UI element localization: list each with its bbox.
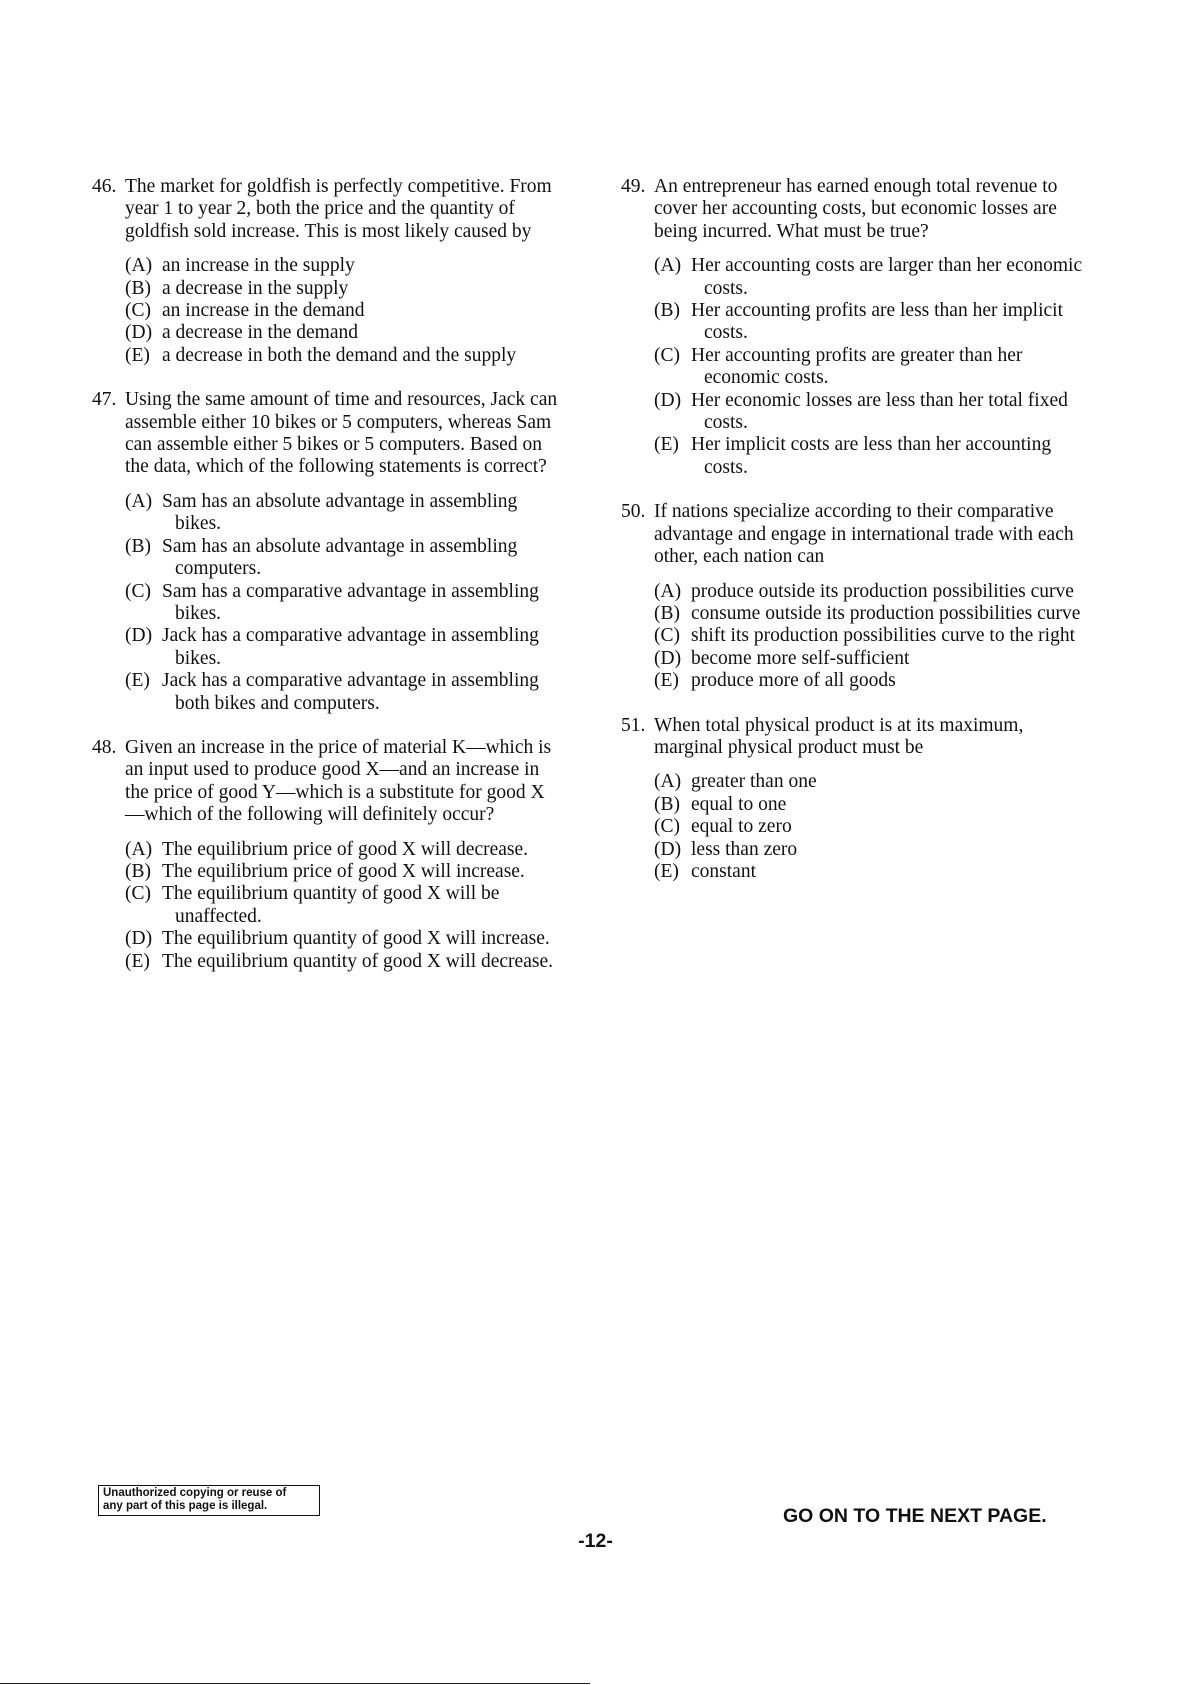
left-column [92, 176, 562, 995]
question-text: The market for goldfish is perfectly competitive. From year 1 to year 2, both the price and the quantity of goldfish sold increase. This is most likely caused by [125, 176, 552, 242]
question-46 [92, 176, 562, 367]
choice-text: Jack has a comparative advantage in assembling bikes. [162, 625, 539, 669]
choice-letter: (A) [654, 771, 682, 793]
question-number: 50. [621, 501, 646, 523]
choice-text: less than zero [691, 838, 798, 860]
choice-a [654, 255, 1091, 300]
choice-letter: (E) [654, 860, 679, 882]
choice-letter: (E) [125, 670, 150, 692]
choice-letter: (C) [654, 344, 680, 366]
choice-a [654, 581, 1091, 603]
choice-text: The equilibrium quantity of good X will be unaffected. [162, 883, 500, 927]
choice-letter: (C) [125, 883, 151, 905]
question-number: 49. [621, 176, 646, 197]
choice-d [125, 625, 562, 670]
choice-a [125, 491, 562, 536]
choice-text: shift its production possibilities curve to the right [691, 625, 1076, 647]
choice-text: become more self-sufficient [691, 647, 910, 669]
choice-text: Her economic losses are less than her total fixed costs. [691, 389, 1068, 434]
choice-text: Sam has an absolute advantage in assembling bikes. [162, 490, 518, 535]
choice-text: greater than one [691, 771, 817, 793]
choice-letter: (B) [125, 535, 151, 557]
choice-e [654, 434, 1091, 479]
page-number: -12- [578, 1530, 613, 1552]
answer-choices [654, 771, 1091, 883]
answer-choices [654, 255, 1091, 479]
choice-b [125, 861, 562, 883]
choice-letter: (D) [654, 389, 682, 411]
choice-letter: (D) [125, 322, 153, 344]
choice-text: Her accounting profits are less than her implicit costs. [691, 300, 1064, 344]
answer-choices [125, 839, 562, 973]
choice-d [654, 648, 1091, 670]
choice-letter: (B) [125, 277, 151, 299]
copyright-notice [98, 1485, 320, 1516]
choice-b [654, 603, 1091, 625]
question-stem [621, 176, 1091, 243]
question-text: An entrepreneur has earned enough total revenue to cover her accounting costs, but economic losses are being incurred. What must be true? [654, 176, 1058, 242]
choice-letter: (E) [654, 434, 679, 456]
choice-c [654, 816, 1091, 838]
choice-letter: (B) [654, 793, 680, 815]
choice-letter: (C) [654, 625, 680, 647]
question-48 [92, 737, 562, 973]
choice-letter: (A) [654, 255, 682, 277]
choice-e [654, 861, 1091, 883]
choice-e [654, 670, 1091, 692]
choice-a [654, 771, 1091, 793]
footer-divider [0, 1683, 590, 1684]
choice-letter: (B) [125, 860, 151, 882]
choice-c [125, 300, 562, 322]
answer-choices [654, 581, 1091, 693]
choice-letter: (A) [125, 838, 153, 860]
choice-text: Her accounting costs are larger than her economic costs. [691, 255, 1083, 299]
choice-text: The equilibrium quantity of good X will increase. [162, 928, 550, 950]
choice-b [125, 536, 562, 581]
choice-letter: (D) [125, 625, 153, 647]
choice-letter: (C) [125, 300, 151, 322]
choice-letter: (C) [125, 580, 151, 602]
go-on-instruction: GO ON TO THE NEXT PAGE. [783, 1505, 1047, 1527]
choice-letter: (A) [125, 490, 153, 512]
choice-text: a decrease in both the demand and the supply [162, 344, 517, 366]
question-50 [621, 501, 1091, 692]
choice-letter: (E) [125, 344, 150, 366]
choice-text: Sam has a comparative advantage in assembling bikes. [162, 580, 539, 624]
choice-c [654, 345, 1091, 390]
choice-text: constant [691, 860, 756, 882]
question-stem [621, 715, 1091, 760]
question-number: 48. [92, 736, 117, 758]
choice-text: equal to one [691, 793, 787, 815]
choice-text: an increase in the demand [162, 300, 365, 322]
question-stem [621, 501, 1091, 568]
question-text: Using the same amount of time and resources, Jack can assemble either 10 bikes or 5 computers, whereas Sam can assemble either 5 bikes or 5 computers. Based on the data, which of the following statements is correct? [125, 389, 558, 478]
choice-text: a decrease in the demand [162, 322, 358, 344]
choice-text: Her accounting profits are greater than her economic costs. [691, 344, 1023, 389]
choice-a [125, 839, 562, 861]
choice-text: an increase in the supply [162, 255, 355, 277]
question-text: When total physical product is at its maximum, marginal physical product must be [654, 714, 1024, 758]
choice-text: Jack has a comparative advantage in assembling both bikes and computers. [162, 670, 539, 714]
question-number: 46. [92, 176, 117, 197]
choice-letter: (B) [654, 602, 680, 624]
choice-letter: (A) [654, 580, 682, 602]
choice-a [125, 255, 562, 277]
choice-e [125, 345, 562, 367]
choice-letter: (E) [654, 670, 679, 692]
choice-text: The equilibrium price of good X will decrease. [162, 838, 529, 860]
choice-text: produce more of all goods [691, 670, 896, 692]
right-column [621, 176, 1091, 905]
choice-b [125, 278, 562, 300]
choice-text: Sam has an absolute advantage in assembling computers. [162, 535, 518, 580]
choice-text: The equilibrium price of good X will increase. [162, 860, 525, 882]
choice-text: consume outside its production possibilities curve [691, 602, 1081, 624]
answer-choices [125, 255, 562, 367]
question-number: 51. [621, 714, 646, 736]
choice-c [125, 883, 562, 928]
choice-e [125, 951, 562, 973]
question-51 [621, 715, 1091, 884]
choice-letter: (A) [125, 255, 153, 277]
choice-letter: (C) [654, 816, 680, 838]
choice-text: The equilibrium quantity of good X will decrease. [162, 950, 553, 972]
choice-d [654, 390, 1091, 435]
notice-line: any part of this page is illegal. [103, 1500, 268, 1512]
choice-d [125, 322, 562, 344]
choice-c [654, 625, 1091, 647]
question-47 [92, 389, 562, 715]
choice-text: Her implicit costs are less than her accounting costs. [691, 434, 1052, 478]
question-text: Given an increase in the price of material K—which is an input used to produce good X—and an increase in the price of good Y—which is a substitute for good X—which of the following will definitely occur? [125, 736, 552, 826]
choice-letter: (B) [654, 300, 680, 322]
choice-d [125, 928, 562, 950]
question-number: 47. [92, 389, 117, 411]
choice-letter: (E) [125, 950, 150, 972]
question-49 [621, 176, 1091, 479]
notice-line: Unauthorized copying or reuse of [103, 1487, 287, 1499]
choice-b [654, 794, 1091, 816]
choice-text: equal to zero [691, 816, 792, 838]
choice-c [125, 581, 562, 626]
question-stem [92, 389, 562, 479]
choice-letter: (D) [125, 928, 153, 950]
choice-e [125, 670, 562, 715]
question-text: If nations specialize according to their comparative advantage and engage in international trade with each other, each nation can [654, 501, 1074, 568]
choice-letter: (D) [654, 647, 682, 669]
choice-letter: (D) [654, 838, 682, 860]
question-stem [92, 737, 562, 827]
answer-choices [125, 491, 562, 715]
choice-b [654, 300, 1091, 345]
question-stem [92, 176, 562, 243]
choice-text: a decrease in the supply [162, 277, 349, 299]
choice-d [654, 839, 1091, 861]
choice-text: produce outside its production possibilities curve [691, 580, 1074, 602]
